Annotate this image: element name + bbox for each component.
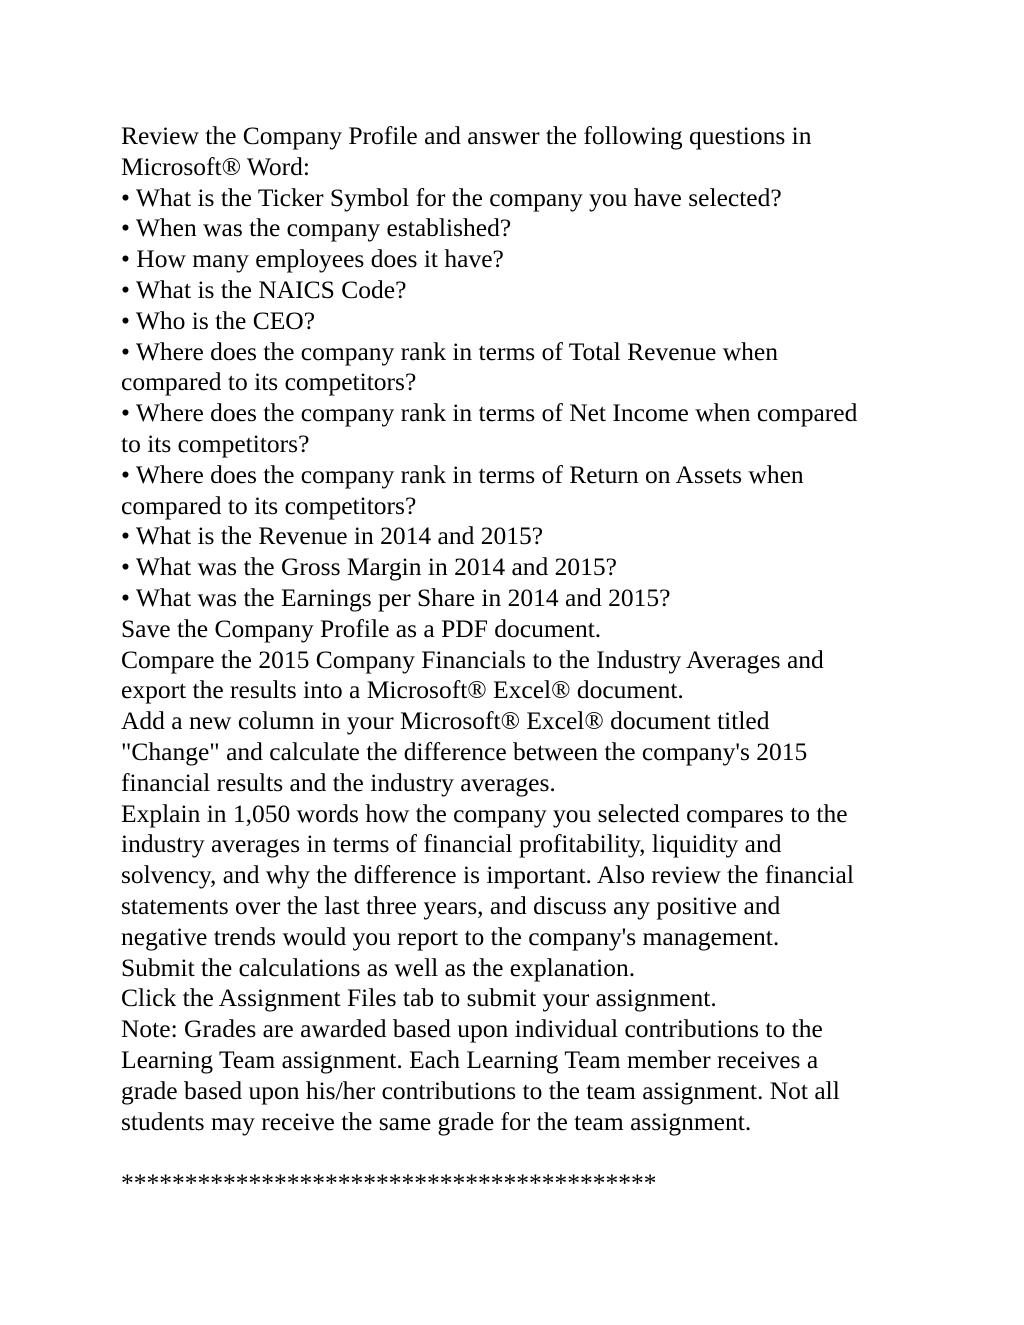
- text-line: Note: Grades are awarded based upon individual contributions to the: [121, 1014, 823, 1044]
- text-line: compared to its competitors?: [121, 490, 417, 520]
- bullet-item: • How many employees does it have?: [121, 244, 504, 274]
- bullet-item: • Where does the company rank in terms of Net Income when compared: [121, 398, 858, 428]
- text-line: Submit the calculations as well as the explanation.: [121, 952, 636, 982]
- text-line: Explain in 1,050 words how the company you selected compares to the: [121, 798, 848, 828]
- bullet-item: • Where does the company rank in terms of Return on Assets when: [121, 459, 804, 489]
- document-body: [121, 121, 911, 1199]
- bullet-item: • What is the Ticker Symbol for the company you have selected?: [121, 182, 782, 212]
- text-line: grade based upon his/her contributions to the team assignment. Not all: [121, 1075, 840, 1105]
- text-line: Review the Company Profile and answer the following questions in: [121, 121, 812, 150]
- text-line: Learning Team assignment. Each Learning Team member receives a: [121, 1044, 819, 1074]
- text-line: to its competitors?: [121, 428, 310, 458]
- text-line: negative trends would you report to the company's management.: [121, 921, 780, 951]
- text-line: financial results and the industry averages.: [121, 767, 556, 797]
- text-line: industry averages in terms of financial profitability, liquidity and: [121, 829, 782, 859]
- asterisk-separator: ******************************************: [121, 1168, 657, 1198]
- bullet-item: • When was the company established?: [121, 213, 512, 243]
- text-line: export the results into a Microsoft® Excel® document.: [121, 675, 684, 705]
- bullet-item: • What was the Gross Margin in 2014 and 2015?: [121, 552, 617, 582]
- bullet-item: • Where does the company rank in terms of Total Revenue when: [121, 336, 778, 366]
- bullet-item: • What is the NAICS Code?: [121, 274, 407, 304]
- text-line: solvency, and why the difference is important. Also review the financial: [121, 860, 854, 890]
- bullet-item: • What is the Revenue in 2014 and 2015?: [121, 521, 544, 551]
- text-line: "Change" and calculate the difference between the company's 2015: [121, 736, 808, 766]
- text-line: statements over the last three years, and discuss any positive and: [121, 890, 781, 920]
- bullet-item: • What was the Earnings per Share in 2014 and 2015?: [121, 582, 671, 612]
- text-line: Microsoft® Word:: [121, 151, 310, 181]
- text-line: Save the Company Profile as a PDF document.: [121, 613, 602, 643]
- text-line: Add a new column in your Microsoft® Excel® document titled: [121, 706, 770, 736]
- text-line: students may receive the same grade for the team assignment.: [121, 1106, 752, 1136]
- text-line: Compare the 2015 Company Financials to the Industry Averages and: [121, 644, 824, 674]
- bullet-item: • Who is the CEO?: [121, 305, 316, 335]
- text-line: compared to its competitors?: [121, 367, 417, 397]
- text-line: Click the Assignment Files tab to submit your assignment.: [121, 983, 717, 1013]
